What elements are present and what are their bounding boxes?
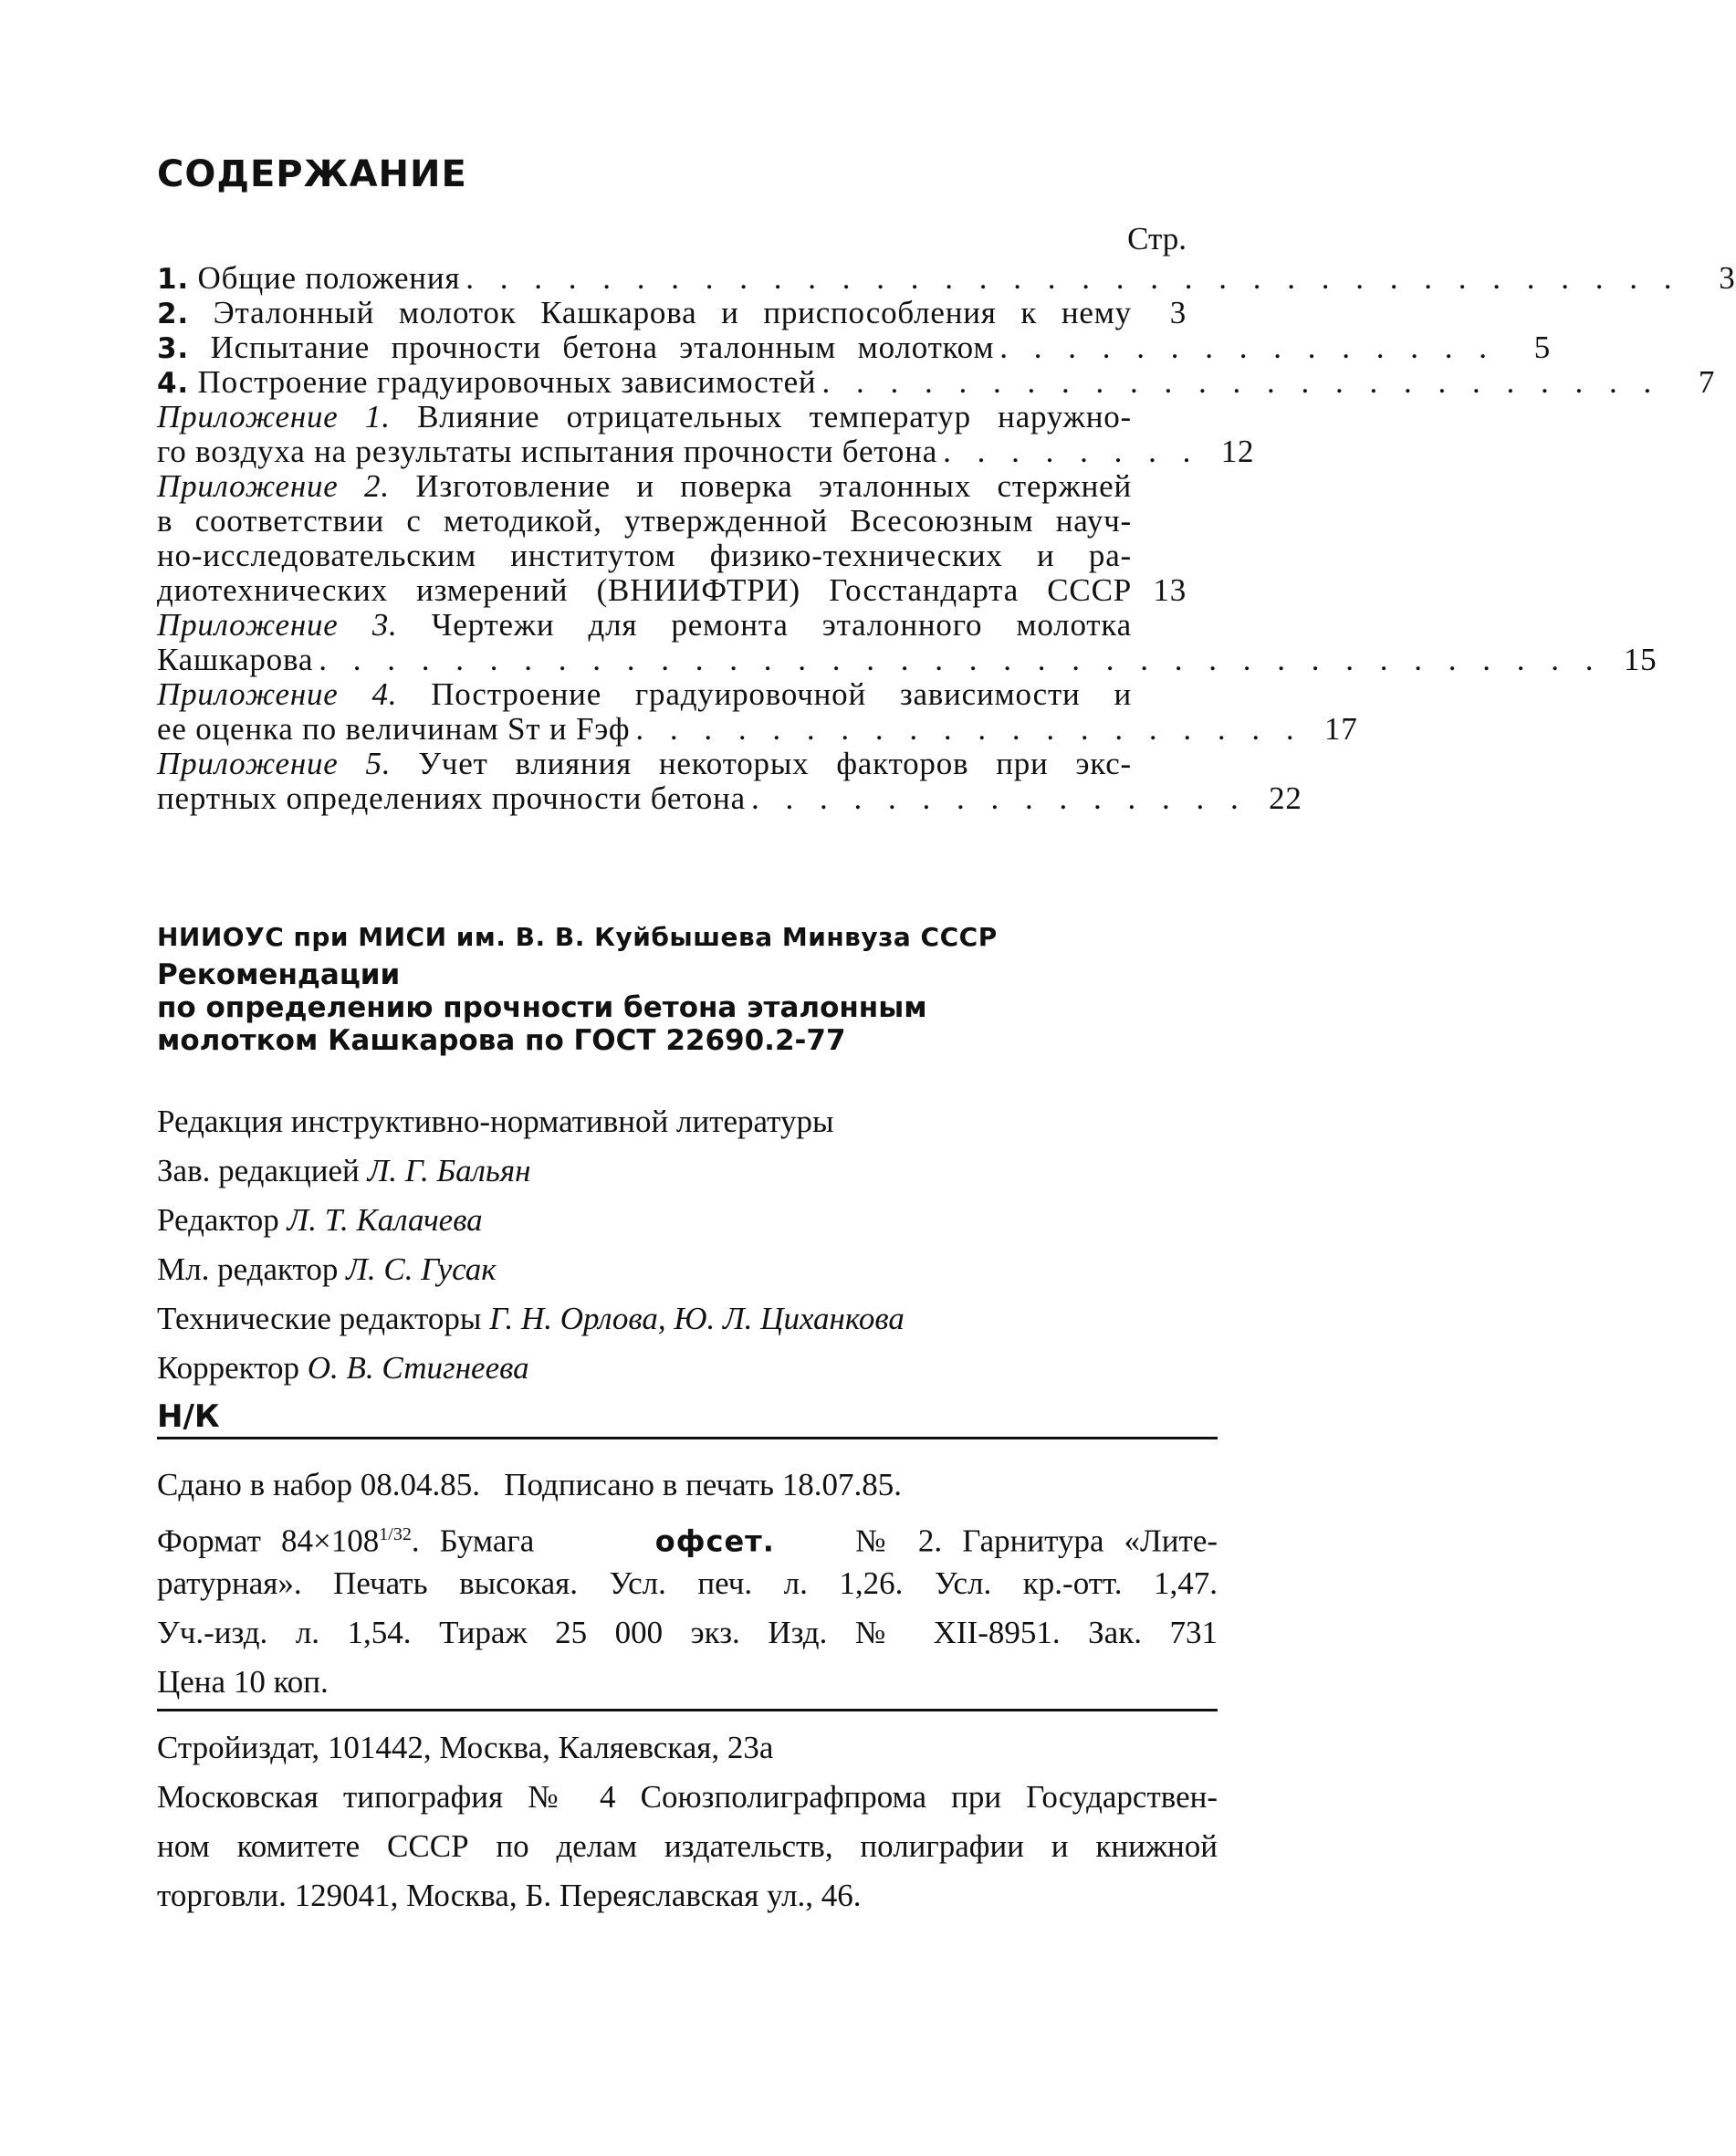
toc-title: Построение градуировочных зависимостей (197, 364, 817, 400)
toc-page-number: 13 (1153, 572, 1187, 608)
toc-page-number: 7 (1698, 364, 1716, 400)
print-line: Уч.-изд. л. 1,54. Тираж 25 000 экз. Изд. № XII-8951. Зак. 731 (157, 1615, 1218, 1650)
toc-page-number: 3 (1719, 260, 1736, 296)
print-details (157, 1460, 1218, 1707)
printer-line: ном комитете СССР по делам издательств, полиграфии и книжной (157, 1828, 1218, 1864)
toc-number: 4. (157, 367, 189, 400)
toc-title: Испытание прочности бетона эталонным молотком (210, 330, 995, 365)
appendix-label: Приложение 4. (157, 676, 398, 712)
toc-entry (157, 504, 1187, 539)
title-line: молотком Кашкарова по ГОСТ 22690.2-77 (157, 1024, 846, 1057)
toc-entry (157, 469, 1187, 504)
nk-mark: Н/К (157, 1398, 220, 1435)
divider (157, 1709, 1218, 1711)
format-text: Формат 84×108 (157, 1523, 380, 1559)
appendix-text-line: но-исследовательским институтом физико-технических и ра- (157, 538, 1132, 573)
toc-title: Эталонный молоток Кашкарова и приспособления к нему (213, 295, 1132, 330)
print-line: ратурная». Печать высокая. Усл. печ. л. 1,26. Усл. кр.-отт. 1,47. (157, 1565, 1218, 1601)
toc-entry (157, 573, 1187, 608)
appendix-label: Приложение 2. (157, 468, 390, 504)
toc-page-number: 5 (1533, 330, 1552, 365)
title-line: по определению прочности бетона эталонным (157, 991, 927, 1024)
toc-page-number: 3 (1169, 295, 1187, 330)
toc-entry (157, 677, 1187, 712)
staff-line (157, 1196, 905, 1245)
staff-role: Корректор (157, 1350, 300, 1386)
appendix-label: Приложение 1. (157, 399, 391, 434)
appendix-label: Приложение 5. (157, 746, 392, 781)
publisher-address: Стройиздат, 101442, Москва, Каляевская, 23а (157, 1730, 774, 1765)
toc-entry (157, 539, 1187, 573)
print-line (157, 1460, 1218, 1510)
staff-role: Технические редакторы (157, 1301, 482, 1336)
appendix-text-line: Кашкарова (157, 642, 314, 677)
leader-dots: . . . . . . . . . . . . . . . . . . . . . . . . . . . . . . . . . . . . . . (319, 642, 1603, 677)
toc-number: 1. (157, 263, 189, 296)
toc-entry (157, 296, 1187, 330)
appendix-text-line: диотехнических измерений (ВНИИФТРИ) Госстандарта СССР (157, 572, 1132, 608)
toc-entry (157, 780, 1302, 816)
toc-title: Общие положения (197, 260, 461, 296)
table-of-contents (157, 217, 1736, 816)
toc-entry (157, 400, 1187, 434)
staff-line (157, 1097, 905, 1146)
staff-role: Редактор (157, 1202, 279, 1238)
editorial-staff (157, 1097, 905, 1393)
publisher-info (157, 1723, 1218, 1921)
appendix-text-line: Влияние отрицательных температур наружно- (417, 399, 1132, 434)
appendix-text-line: Учет влияния некоторых факторов при экс- (418, 746, 1132, 781)
staff-name: О. В. Стигнеева (307, 1350, 529, 1386)
staff-name: Л. Г. Бальян (367, 1153, 531, 1188)
staff-name: Г. Н. Орлова, Ю. Л. Циханкова (489, 1301, 905, 1336)
signed-date: Подписано в печать 18.07.85. (504, 1467, 902, 1502)
appendix-text-line: ее оценка по величинам Sт и Fэф (157, 711, 631, 747)
publication-title (157, 958, 927, 1057)
staff-name: Л. Т. Калачева (287, 1202, 483, 1238)
staff-line (157, 1245, 905, 1294)
paper-type: офсет. (654, 1523, 775, 1559)
toc-page-number: 15 (1623, 642, 1658, 677)
price: Цена 10 коп. (157, 1664, 329, 1700)
toc-entry (157, 330, 1552, 365)
leader-dots: . . . . . . . . . . . . . . . (999, 330, 1497, 365)
typeface-text: № 2. Гарнитура «Лите- (855, 1523, 1218, 1559)
toc-entry (157, 434, 1255, 469)
toc-heading: СОДЕРЖАНИЕ (157, 153, 467, 195)
staff-name: Л. С. Гусак (346, 1251, 497, 1287)
appendix-text-line: Построение градуировочной зависимости и (431, 676, 1132, 712)
staff-line (157, 1294, 905, 1344)
toc-entry (157, 608, 1187, 643)
toc-page-number: 22 (1269, 780, 1302, 816)
toc-entry (157, 260, 1736, 296)
leader-dots: . . . . . . . . . . . . . . . . . . . . (635, 711, 1303, 747)
appendix-text-line: го воздуха на результаты испытания прочности бетона (157, 434, 938, 469)
divider (157, 1437, 1218, 1439)
appendix-text-line: пертных определениях прочности бетона (157, 780, 746, 816)
appendix-label: Приложение 3. (157, 607, 398, 643)
paper-label: . Бумага (411, 1523, 535, 1559)
print-line (157, 1510, 1218, 1559)
staff-role: Мл. редактор (157, 1251, 339, 1287)
appendix-text-line: Изготовление и поверка эталонных стержней (415, 468, 1132, 504)
submitted-date: Сдано в набор 08.04.85. (157, 1467, 481, 1502)
toc-page-number: 12 (1220, 434, 1255, 469)
leader-dots: . . . . . . . . . . . . . . . . . . . . . . . . . (821, 364, 1661, 400)
leader-dots: . . . . . . . . . . . . . . . . . . . . . . . . . . . . . . . . . . . . (465, 260, 1681, 296)
staff-role: Редакция инструктивно-нормативной литературы (157, 1104, 834, 1139)
title-line: Рекомендации (157, 958, 401, 991)
toc-entry (157, 364, 1716, 400)
toc-number: 3. (157, 332, 189, 365)
toc-entry (157, 642, 1658, 677)
toc-page-number: 17 (1324, 711, 1358, 747)
printer-line: Московская типография № 4 Союзполиграфпрома при Государствен- (157, 1779, 1218, 1815)
staff-line (157, 1344, 905, 1393)
leader-dots: . . . . . . . . (943, 434, 1200, 469)
appendix-text-line: в соответствии с методикой, утвержденной Всесоюзным науч- (157, 503, 1132, 539)
organization-line: НИИОУС при МИСИ им. В. В. Куйбышева Минвуза СССР (157, 922, 998, 952)
printer-line: торговли. 129041, Москва, Б. Переяславская ул., 46. (157, 1878, 862, 1913)
page-column-label: Стр. (1127, 221, 1187, 256)
staff-role: Зав. редакцией (157, 1153, 360, 1188)
toc-entry (157, 711, 1358, 747)
leader-dots: . . . . . . . . . . . . . . . (750, 780, 1248, 816)
toc-number: 2. (157, 298, 189, 330)
toc-entry (157, 747, 1187, 781)
staff-line (157, 1146, 905, 1196)
format-fraction: 1/32 (379, 1524, 412, 1544)
appendix-text-line: Чертежи для ремонта эталонного молотка (431, 607, 1132, 643)
